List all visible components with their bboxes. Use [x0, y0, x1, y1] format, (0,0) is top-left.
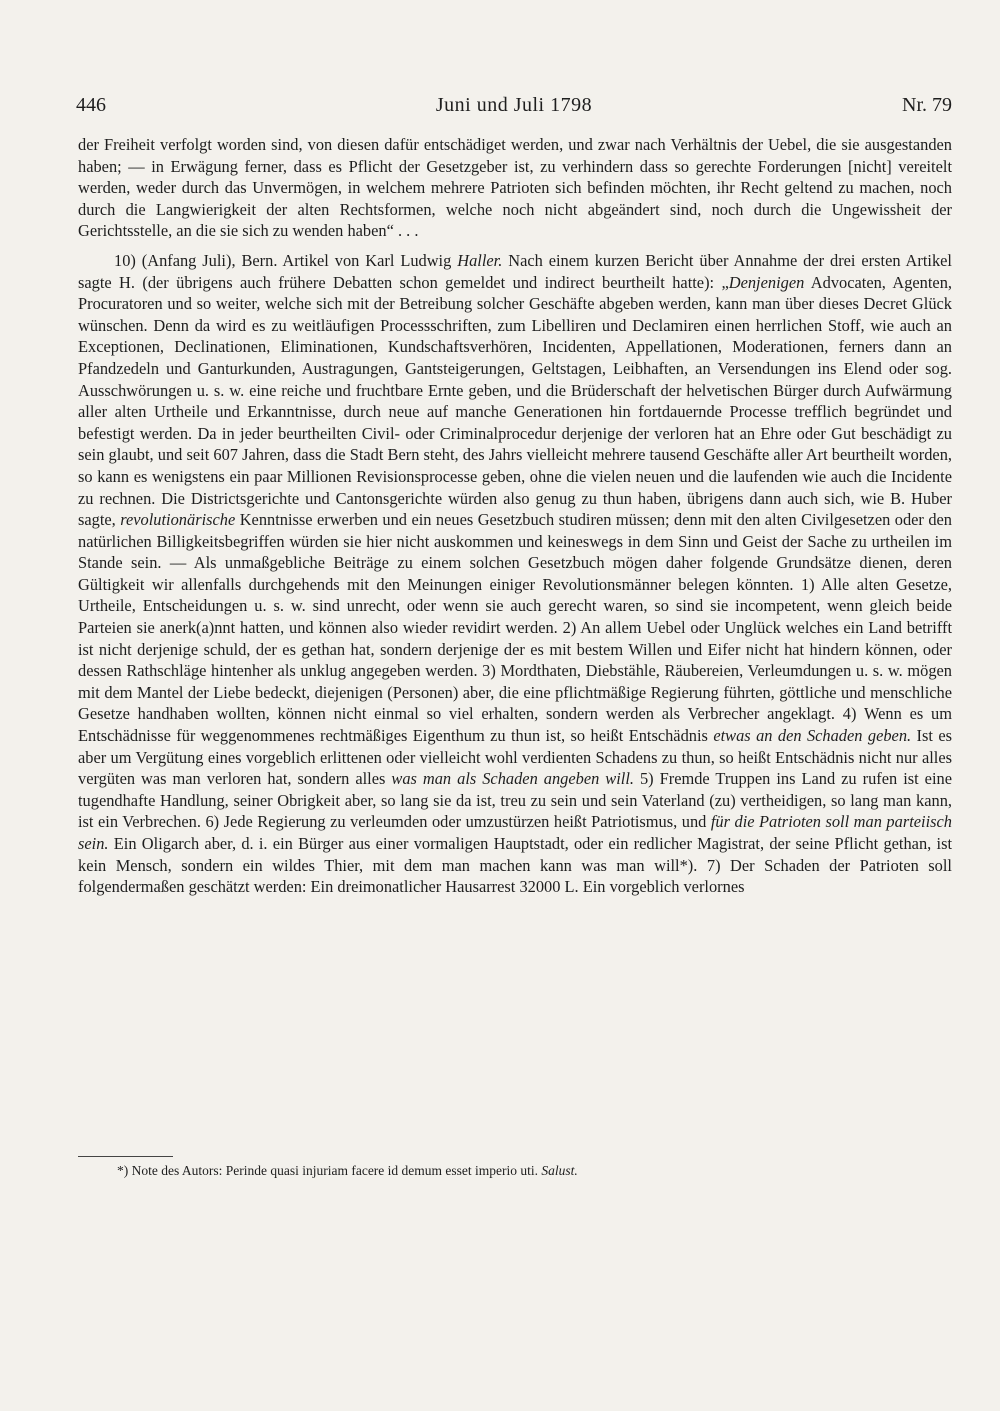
emphasis-italic: für die Patrioten soll man parteiisch sein.: [78, 812, 952, 853]
paragraph-article-10: [78, 250, 952, 898]
emphasis-italic: etwas an den Schaden geben.: [713, 726, 912, 746]
document-number: Nr. 79: [902, 94, 952, 116]
text-run: Ein Oligarch aber, d. i. ein Bürger aus einer vormaligen Hauptstadt, oder ein redlicher Magistrat, der seine Pflicht gethan, ist kein Mensch, sondern ein wildes Thier, mit dem man machen kann was man will*). 7) Der Schaden der Patrioten soll folgendermaßen geschätzt werden: Ein dreimonatlicher Hausarrest 32000 L. Ein vorgeblich verlornes: [78, 834, 952, 897]
footnote-text: *) Note des Autors: Perinde quasi injuriam facere id demum esset imperio uti.: [117, 1163, 542, 1178]
emphasis-italic: revolutionärische: [120, 510, 236, 530]
text-run: 5) Fremde Truppen ins Land zu rufen ist eine tugendhafte Handlung, seiner Obrigkeit aber, so lang sie da ist, treu zu sein und sein Vaterland (zu) vertheidigen, so lang man kann, ist ein Verbrechen. 6) Jede Regierung zu verleumden oder umzustürzen heißt Patriotismus, und: [78, 769, 952, 832]
footnote-rule: [78, 1156, 173, 1157]
emphasis-italic: Denjenigen: [728, 272, 805, 292]
text-run: 10) (Anfang Juli), Bern. Artikel von Karl Ludwig: [114, 250, 458, 270]
emphasis-italic: was man als Schaden angeben will.: [391, 769, 634, 789]
paragraph-text: der Freiheit verfolgt worden sind, von diesen dafür entschädiget werden, und zwar nach Verhältnis der Uebel, die sie ausgestanden haben; — in Erwägung ferner, dass es Pflicht der Gesetzgeber ist, zu verhindern dass so gerechte Forderungen [nicht] vereitelt werden, weder durch das Unvermögen, in welchem mehrere Patrioten sich befinden möchten, ihr Recht geltend zu machen, noch durch die Langwierigkeit der alten Rechtsformen, welche noch nicht abgeändert sind, noch durch die Ungewissheit der Gerichtsstelle, an die sie sich zu wenden haben“ . . .: [78, 135, 952, 241]
text-run: Kenntnisse erwerben und ein neues Gesetzbuch studiren müssen; denn mit den alten Civilgesetzen oder den natürlichen Billigkeitsbegriffen würden sie hier nicht auskommen und keineswegs in dem Sinn und Geist der Sache zu urtheilen im Stande sein. — Als unmaßgebliche Beiträge zu einem solchen Gesetzbuch mögen daher folgende Grundsätze dienen, deren Gültigkeit wir allenfalls durchgehends mit den Meinungen einiger Revolutionsmänner belegen könnten. 1) Alle alten Gesetze, Urtheile, Entscheidungen u. s. w. sind unrecht, oder wenn sie auch gerecht waren, so sind sie incompetent, wenn gleich beide Parteien sie anerk(a)nnt hatten, und können also wieder revidirt werden. 2) An allem Uebel oder Unglück welches ein Land betrifft ist nicht derjenige schuld, der es gethan hat, sondern derjenige der es mit bestem Willen und Eifer nicht hat hindern können, oder dessen Rathschläge hintenher als unklug angegeben werden. 3) Mordthaten, Diebstähle, Räubereien, Verleumdungen u. s. w. mögen mit dem Mantel der Liebe bedeckt, diejenigen (Personen) aber, die eine pflichtmäßige Regierung führten, göttliche und menschliche Gesetze handhaben wollten, können nicht einmal so viel erhalten, sondern werden als Verbrecher angeklagt. 4) Wenn es um Entschädnisse für weggenommenes rechtmäßiges Eigenthum zu thun ist, so heißt Entschädnis: [78, 510, 952, 746]
footnote: [117, 1162, 578, 1180]
paragraph-continuation: [78, 134, 952, 242]
text-run: Ist es aber um Vergütung eines vorgeblich erlittenen oder vielleicht wohl verdienten Schadens zu thun, so heißt Entschädnis nicht nur alles vergüten was man verloren hat, sondern alles: [78, 726, 952, 789]
page-number: 446: [76, 94, 106, 116]
footnote-source: Salust.: [541, 1163, 578, 1178]
text-run: Nach einem kurzen Bericht über Annahme der drei ersten Artikel sagte H. (der übrigens auch frühere Debatten schon gemeldet und indirect beurtheilt hatte): „: [78, 250, 952, 292]
running-header: [76, 94, 952, 124]
main-text: [78, 134, 952, 898]
running-title: Juni und Juli 1798: [435, 94, 593, 116]
author-name-italic: Haller.: [457, 250, 503, 270]
text-run: Advocaten, Agenten, Procuratoren und so weiter, welche sich mit der Betreibung solcher Geschäfte abgeben werden, kann man über dieses Decret Glück wünschen. Denn da wird es zu weitläufigen Processschriften, zum Libelliren und Declamiren einen herrlichen Stoff, wie auch an Exceptionen, Declinationen, Eliminationen, Kundschaftsverhören, Incidenten, Appellationen, Moderationen, ferners dann an Pfandzedeln und Ganturkunden, Austragungen, Gantsteigerungen, Geltstagen, Leibhaften, an Versendungen ins Elend oder sog. Ausschwörungen u. s. w. eine reiche und fruchtbare Ernte geben, und die Brüderschaft der helvetischen Bürger durch Aufwärmung aller alten Urtheile und Erkanntnisse, durch neue auf manche Generationen hin fortdauernde Processe trefflich begründet und befestigt werden. Da in jeder beurtheilten Civil- oder Criminalprocedur derjenige der verloren hat an Ehre oder Gut beschädigt zu sein glaubt, und seit 607 Jahren, dass die Stadt Bern steht, des Jahrs vielleicht mehrere tausend Geschäfte aller Art beurtheilt worden, so kann es wenigstens ein paar Millionen Revisionsprocesse geben, ohne die vielen neuen und die laufenden wie auch die Incidente zu rechnen. Die Districtsgerichte und Cantonsgerichte würden also genug zu thun haben, übrigens dann auch sich, wie B. Huber sagte,: [78, 272, 952, 530]
